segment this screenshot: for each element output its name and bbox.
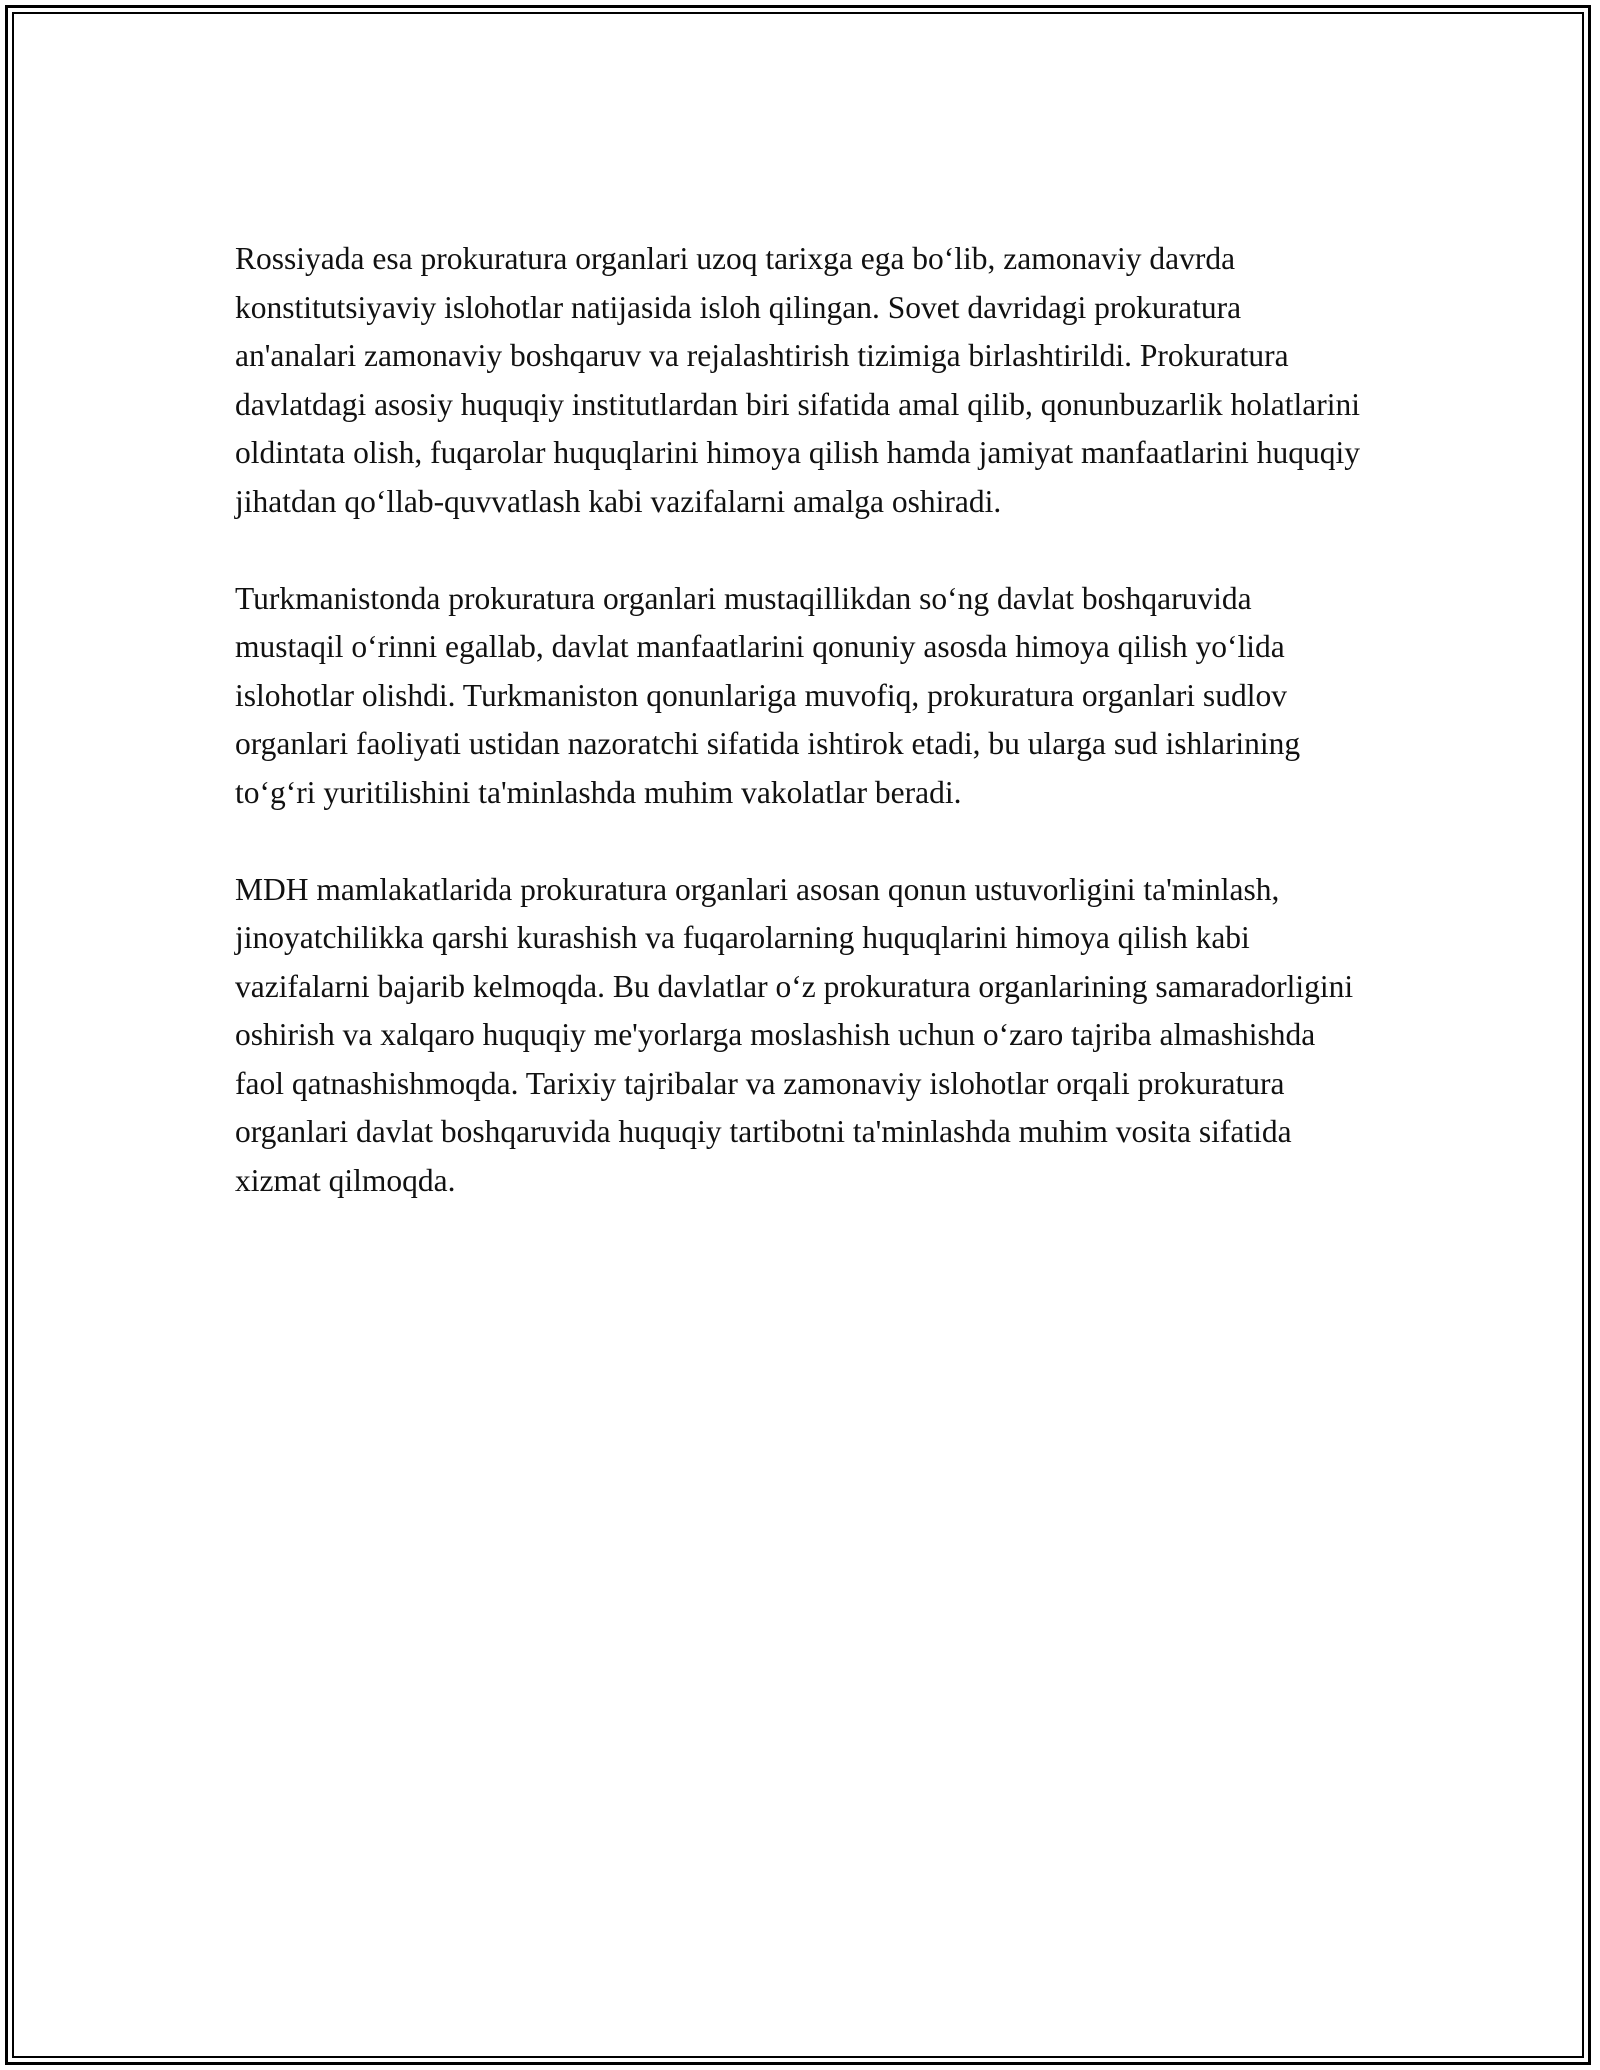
paragraph-russia: Rossiyada esa prokuratura organlari uzoq tarixga ega bo‘lib, zamonaviy davrda konstitutsiyaviy islohotlar natijasida isloh qilingan. Sovet davridagi prokuratura an'analari zamonaviy boshqaruv va rejalashtirish tizimiga birlashtirildi. Prokuratura davlatdagi asosiy huquqiy institutlardan biri sifatida amal qilib, qonunbuzarlik holatlarini oldintata olish, fuqarolar huquqlarini himoya qilish hamda jamiyat manfaatlarini huquqiy jihatdan qo‘llab-quvvatlash kabi vazifalarni amalga oshiradi. [235,241,1361,519]
paragraph-turkmenistan: Turkmanistonda prokuratura organlari mustaqillikdan so‘ng davlat boshqaruvida mustaqil o‘rinni egallab, davlat manfaatlarini qonuniy asosda himoya qilish yo‘lida islohotlar olishdi. Turkmaniston qonunlariga muvofiq, prokuratura organlari sudlov organlari faoliyati ustidan nazoratchi sifatida ishtirok etadi, bu ularga sud ishlarining to‘g‘ri yuritilishini ta'minlashda muhim vakolatlar beradi. [235,580,1301,810]
document-body [235,235,1365,1254]
paragraph-cis: MDH mamlakatlarida prokuratura organlari asosan qonun ustuvorligini ta'minlash, jinoyatchilikka qarshi kurashish va fuqarolarning huquqlarini himoya qilish kabi vazifalarni bajarib kelmoqda. Bu davlatlar o‘z prokuratura organlarining samaradorligini oshirish va xalqaro huquqiy me'yorlarga moslashish uchun o‘zaro tajriba almashishda faol qatnashishmoqda. Tarixiy tajribalar va zamonaviy islohotlar orqali prokuratura organlari davlat boshqaruvida huquqiy tartibotni ta'minlashda muhim vosita sifatida xizmat qilmoqda. [235,871,1354,1198]
